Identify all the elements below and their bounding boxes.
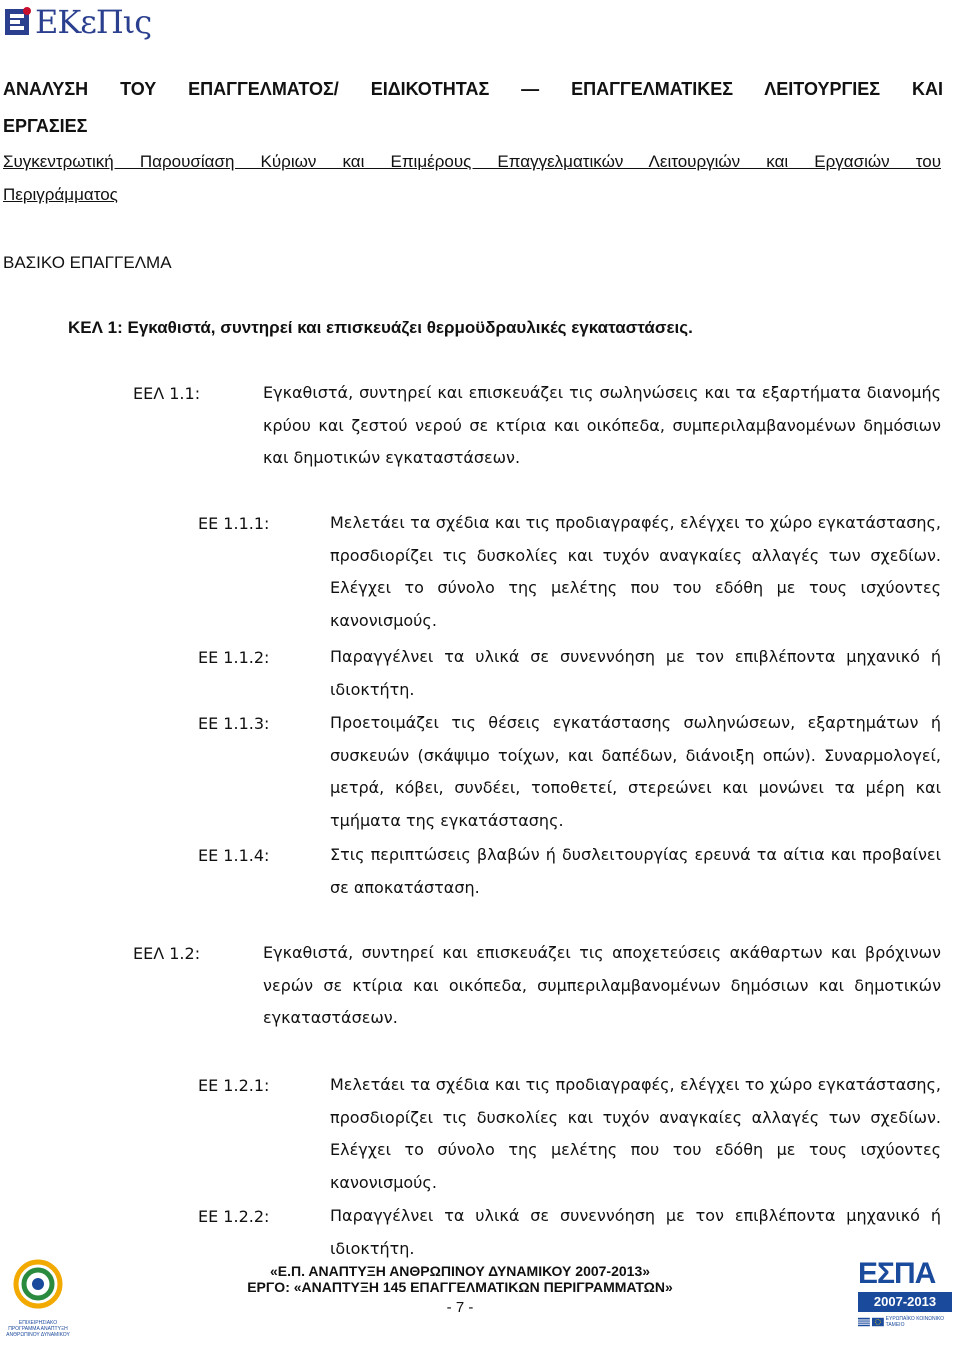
spiral-emblem-icon: [3, 1256, 73, 1316]
ee-1-2-1-code: ΕΕ 1.2.1:: [198, 1076, 270, 1095]
subtitle-line2: Περιγράμματος: [3, 185, 118, 204]
subtitle-line1: Συγκεντρωτική Παρουσίαση Κύριων και Επιμέρους Επαγγελματικών Λειτουργιών και Εργασιών του: [3, 152, 941, 171]
page-number: - 7 -: [446, 1299, 474, 1316]
ee-1-1-3-text: Προετοιμάζει τις θέσεις εγκατάστασης σωληνώσεων, εξαρτημάτων ή συσκευών (σκάψιμο τοίχων, και δαπέδων, διάνοιξη οπών). Συναρμολογεί, μετρά, κόβει, συνδέει, τοποθετεί, στερεώνει και μονώνει τα μέρη και τμήματα της εγκατάστασης.: [330, 713, 941, 830]
left-logo-caption: ΕΠΙΧΕΙΡΗΣΙΑΚΟ ΠΡΟΓΡΑΜΜΑ ΑΝΑΠΤΥΞΗ ΑΝΘΡΩΠΙΝΟΥ ΔΥΝΑΜΙΚΟΥ: [6, 1320, 70, 1338]
basic-profession-label: ΒΑΣΙΚΟ ΕΠΑΓΓΕΛΜΑ: [3, 253, 172, 272]
eel-1-1-code: ΕΕΛ 1.1:: [133, 384, 201, 403]
espa-logo: [858, 1258, 952, 1338]
ee-1-1-2-text: Παραγγέλνει τα υλικά σε συνεννόηση με τον επιβλέποντα μηχανικό ή ιδιοκτήτη.: [330, 647, 941, 699]
espa-caption: ΕΥΡΩΠΑΪΚΟ ΚΟΙΝΩΝΙΚΟ ΤΑΜΕΙΟ: [885, 1316, 945, 1328]
ee-1-1-1-text: Μελετάει τα σχέδια και τις προδιαγραφές, ελέγχει το χώρο εγκατάστασης, προσδιορίζει τις δυσκολίες και τυχόν αναγκαίες αλλαγές των σχεδίων. Ελέγχει το σύνολο της μελέτης που του εδόθη με τους ισχύοντες κανονισμούς.: [330, 513, 941, 630]
ee-1-1-2-code: ΕΕ 1.1.2:: [198, 648, 270, 667]
logo-text: ΕΚεΠις: [35, 3, 152, 41]
page-title-line1: ΑΝΑΛΥΣΗ ΤΟΥ ΕΠΑΓΓΕΛΜΑΤΟΣ/ ΕΙΔΙΚΟΤΗΤΑΣ — ΕΠΑΓΓΕΛΜΑΤΙΚΕΣ ΛΕΙΤΟΥΡΓΙΕΣ ΚΑΙ: [3, 79, 943, 99]
ee-1-1-4-code: ΕΕ 1.1.4:: [198, 846, 270, 865]
page-title-line2: ΕΡΓΑΣΙΕΣ: [3, 116, 88, 136]
kel-heading: ΚΕΛ 1: Εγκαθιστά, συντηρεί και επισκευάζει θερμοϋδραυλικές εγκαταστάσεις.: [68, 318, 693, 337]
ee-1-2-2-code: ΕΕ 1.2.2:: [198, 1207, 270, 1226]
ekepis-emblem-icon: [3, 5, 33, 39]
eel-1-2-code: ΕΕΛ 1.2:: [133, 944, 201, 963]
operational-programme-logo: [3, 1256, 73, 1336]
ee-1-1-1-code: ΕΕ 1.1.1:: [198, 514, 270, 533]
espa-years: 2007-2013: [858, 1292, 952, 1312]
ekepis-logo: [3, 2, 151, 42]
ee-1-1-4-text: Στις περιπτώσεις βλαβών ή δυσλειτουργίας ερευνά τα αίτια και προβαίνει σε αποκατάσταση.: [330, 845, 941, 897]
footer-programme: «Ε.Π. ΑΝΑΠΤΥΞΗ ΑΝΘΡΩΠΙΝΟΥ ΔΥΝΑΜΙΚΟΥ 2007-2013»: [269, 1263, 651, 1279]
ee-1-2-1-text: Μελετάει τα σχέδια και τις προδιαγραφές, ελέγχει το χώρο εγκατάστασης, προσδιορίζει τις δυσκολίες και τυχόν αναγκαίες αλλαγές των σχεδίων. Ελέγχει το σύνολο της μελέτης που του εδόθη με τους ισχύοντες κανονισμούς.: [330, 1075, 941, 1192]
footer-project: ΕΡΓΟ: «ΑΝΑΠΤΥΞΗ 145 ΕΠΑΓΓΕΛΜΑΤΙΚΩΝ ΠΕΡΙΓΡΑΜΜΑΤΩΝ»: [247, 1279, 673, 1295]
eel-1-1-text: Εγκαθιστά, συντηρεί και επισκευάζει τις σωληνώσεις και τα εξαρτήματα διανομής κρύου και ζεστού νερού σε κτίρια και οικόπεδα, συμπεριλαμβανομένων δημόσιων και δημοτικών εγκαταστάσεων.: [263, 383, 941, 467]
eu-flag-icon: [872, 1317, 884, 1327]
ee-1-2-2-text: Παραγγέλνει τα υλικά σε συνεννόηση με τον επιβλέποντα μηχανικό ή ιδιοκτήτη.: [330, 1206, 941, 1258]
greek-flag-icon: [858, 1317, 870, 1327]
eel-1-2-text: Εγκαθιστά, συντηρεί και επισκευάζει τις αποχετεύσεις ακάθαρτων και βρόχινων νερών σε κτίρια και οικόπεδα, συμπεριλαμβανομένων δημόσιων και δημοτικών εγκαταστάσεων.: [263, 943, 941, 1027]
ee-1-1-3-code: ΕΕ 1.1.3:: [198, 714, 270, 733]
espa-wordmark: ΕΣΠΑ: [858, 1257, 936, 1290]
